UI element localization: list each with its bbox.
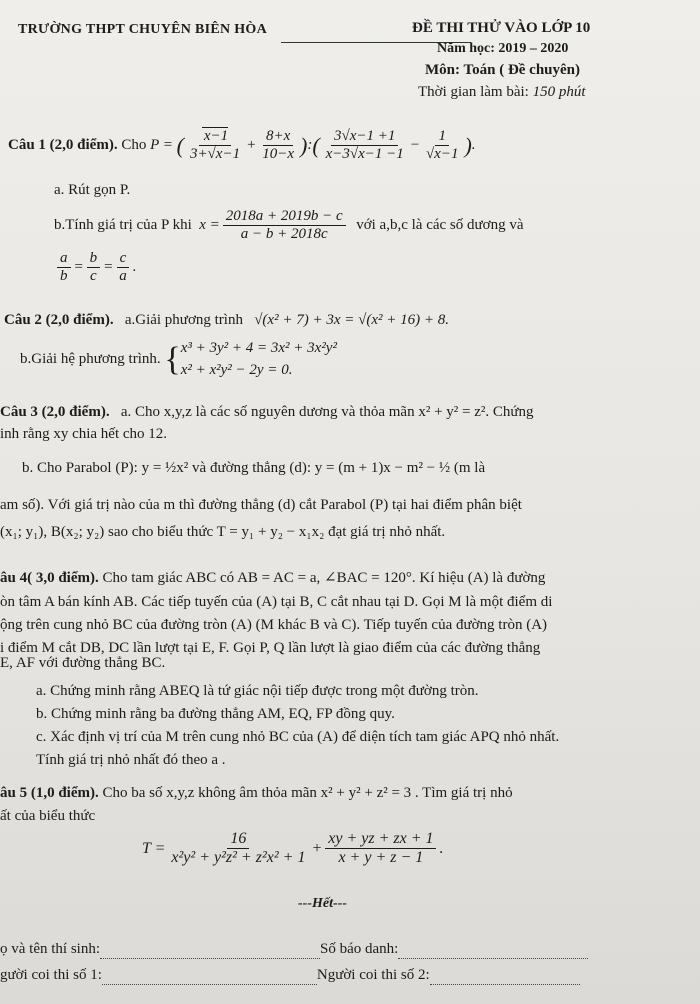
- q2-equation: √(x² + 7) + 3x = √(x² + 16) + 8.: [254, 312, 449, 328]
- sbd-blank: [398, 941, 588, 959]
- q4-part-c2: Tính giá trị nhỏ nhất đó theo a .: [36, 752, 226, 768]
- q5-l1: Cho ba số x,y,z không âm thỏa mãn x² + y² + z² = 3 . Tìm giá trị nhỏ: [102, 785, 513, 801]
- time-line: [418, 84, 586, 101]
- q5-t-num1: 16: [227, 830, 249, 849]
- q1-p-formula: P = ( $\frac{x-1}{3+√x-1}$ + $\frac{8+x}{10-x}$ ) : ( $\frac{3√x-1 +1}{x-3√x-1 -1}$ − $\frac{1}{√x-1}$ ) .: [150, 128, 476, 163]
- q4-l3: ộng trên cung nhỏ BC của đường tròn (A) (M khác B và C). Tiếp tuyến của đường tròn (A): [0, 617, 548, 633]
- q1-intro: Cho: [121, 137, 147, 154]
- time-label: Thời gian làm bài:: [418, 84, 529, 100]
- q1-part-b-cond: với a,b,c là các số dương và: [356, 217, 524, 234]
- q2-line-a: [4, 312, 449, 329]
- proctor2-label: Người coi thi số 2:: [316, 967, 430, 983]
- end-mark: ---Hết---: [298, 896, 347, 911]
- q3-part-b2: am số). Với giá trị nào của m thì đường thẳng (d) cắt Parabol (P) tại hai điểm phân biệt: [0, 497, 522, 513]
- q4-line-1: [0, 568, 545, 587]
- q3-part-b3: (x₁; y₁), B(x₂; y₂) sao cho biểu thức T = y₁ + y₂ − x₁x₂ đạt giá trị nhỏ nhất.: [0, 524, 446, 540]
- q2-system-eq1: x³ + 3y² + 4 = 3x² + 3x²y²: [180, 340, 337, 356]
- q1-part-b: b.Tính giá trị của P khi x = $\frac{2018a + 2019b - c}{a - b + 2018c}$ với a,b,c là các số dương và: [54, 208, 524, 243]
- candidate-name-blank: [100, 941, 320, 959]
- q5-t-formula: T = $\frac{16}{\text{x²y² + y²z² + z²x² + 1}}$ + $\frac{xy + yz + zx + 1}{x + y + z - 1}$ .: [142, 830, 444, 867]
- school-name: TRƯỜNG THPT CHUYÊN BIÊN HÒA: [18, 22, 267, 37]
- q1-head: Câu 1 (2,0 điểm).: [8, 137, 118, 154]
- q4-l1: Cho tam giác ABC có AB = AC = a, ∠BAC = 120°. Kí hiệu (A) là đường: [102, 570, 546, 586]
- q3-part-a1: a. Cho x,y,z là các số nguyên dương và thỏa mãn x² + y² = z². Chứng: [120, 404, 534, 420]
- q4-part-a: a. Chứng minh rằng ABEQ là tứ giác nội tiếp được trong một đường tròn.: [36, 683, 479, 699]
- proctor2-blank: [430, 967, 580, 985]
- q1-x-numerator: 2018a + 2019b − c: [223, 208, 346, 226]
- q5-t-num2: xy + yz + zx + 1: [325, 830, 436, 849]
- q3-part-a2: inh rằng xy chia hết cho 12.: [0, 426, 168, 442]
- q4-part-b: b. Chứng minh rằng ba đường thẳng AM, EQ, FP đồng quy.: [36, 706, 395, 722]
- time-value: 150 phút: [532, 84, 586, 100]
- q1-ratio: $\frac{a}{b}$ = $\frac{b}{c}$ = $\frac{c}{a}$ .: [54, 250, 137, 286]
- q4-l2: òn tâm A bán kính AB. Các tiếp tuyến của (A) tại B, C cắt nhau tại D. Gọi M là một điểm di: [0, 594, 553, 610]
- q4-l5: E, AF với đường thẳng BC.: [0, 655, 166, 671]
- footer-line-2: [0, 967, 580, 985]
- exam-title: ĐỀ THI THỬ VÀO LỚP 10: [412, 20, 591, 36]
- school-year: Năm học: 2019 – 2020: [437, 41, 569, 56]
- sbd-label: Số báo danh:: [320, 941, 399, 957]
- q3-part-b1: b. Cho Parabol (P): y = ½x² và đường thẳng (d): y = (m + 1)x − m² − ½ (m là: [22, 460, 486, 476]
- q5-line-1: [0, 785, 513, 802]
- q4-l4: i điểm M cắt DB, DC lần lượt tại E, F. Gọi P, Q lần lượt là giao điểm của các đường thẳng: [0, 640, 541, 656]
- q5-head: âu 5 (1,0 điểm).: [0, 785, 99, 801]
- q1-part-a: a. Rút gọn P.: [54, 182, 131, 198]
- q2-part-a: a.Giải phương trình: [124, 312, 243, 328]
- q2-part-b: b.Giải hệ phương trình.: [20, 351, 161, 368]
- q5-t-den1: x²y² + y²z² + z²x² + 1: [171, 849, 306, 867]
- q1-part-b-intro: b.Tính giá trị của P khi: [54, 217, 192, 234]
- q5-l2: ất của biểu thức: [0, 808, 96, 824]
- q3-head: Câu 3 (2,0 điểm).: [0, 404, 110, 420]
- q2-line-b: b.Giải hệ phương trình. { x³ + 3y² + 4 = 3x² + 3x²y² x² + x²y² − 2y = 0.: [20, 338, 337, 382]
- q5-t-den2: x + y + z − 1: [338, 849, 424, 867]
- q4-part-c1: c. Xác định vị trí của M trên cung nhỏ BC của (A) để diện tích tam giác APQ nhỏ nhất.: [36, 729, 560, 745]
- subject: Môn: Toán ( Đề chuyên): [425, 62, 581, 78]
- q3-line-a1: [0, 404, 534, 421]
- q1-line: [8, 128, 476, 164]
- proctor1-blank: [102, 967, 317, 985]
- q4-head: âu 4( 3,0 điểm).: [0, 570, 99, 586]
- q2-system-eq2: x² + x²y² − 2y = 0.: [180, 361, 293, 378]
- q2-head: Câu 2 (2,0 điểm).: [4, 312, 114, 328]
- proctor1-label: gười coi thi số 1:: [0, 967, 102, 983]
- q1-x-denominator: a − b + 2018c: [240, 226, 328, 243]
- candidate-name-label: ọ và tên thí sinh:: [0, 941, 100, 957]
- footer-line-1: [0, 941, 588, 959]
